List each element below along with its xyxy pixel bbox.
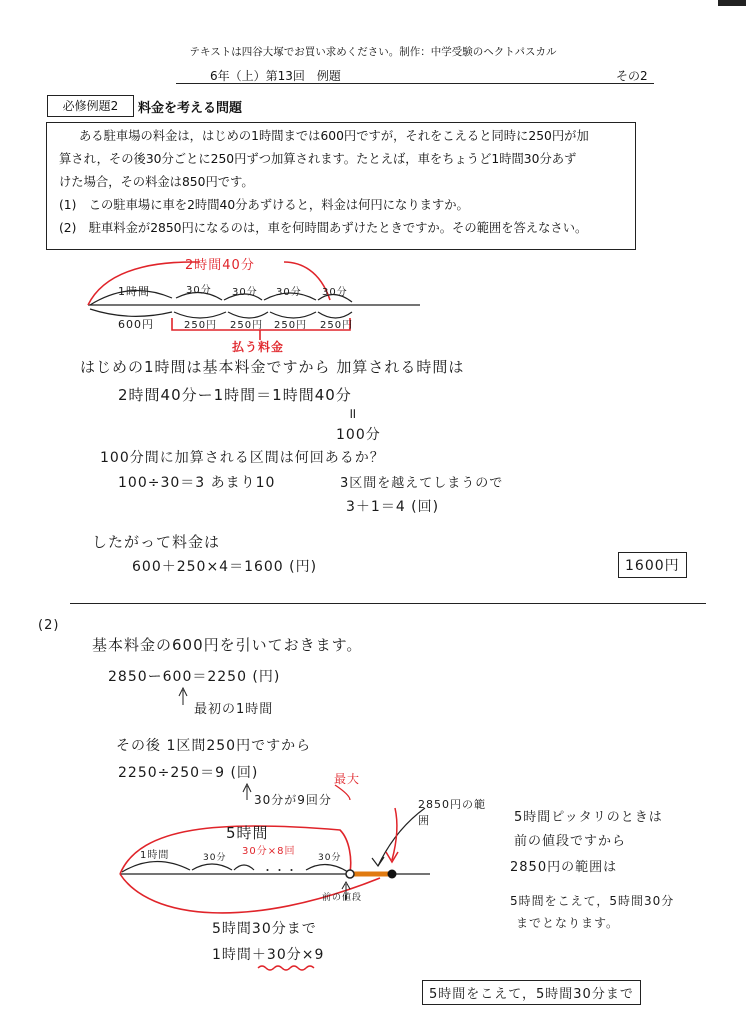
diagram1-fee: 250円 <box>320 320 354 331</box>
diagram1-pay-label: 払う料金 <box>232 340 285 354</box>
header-note: テキストは四谷大塚でお買い求めください。制作：中学受験のヘクトパスカル <box>189 46 557 58</box>
p2-line: 最初の1時間 <box>194 702 274 717</box>
p2-line: 2850ー600＝2250 (円) <box>108 669 281 685</box>
segment-arc <box>306 864 348 872</box>
diagram1-fee: 250円 <box>274 320 308 331</box>
problem-line: (2) 駐車料金が2850円になるのは，車を何時間あずけたときですか。その範囲を答えなさい。 <box>59 221 588 235</box>
diagram1-first-fee: 600円 <box>118 318 154 331</box>
p1-line: 2時間40分ー1時間＝1時間40分 <box>118 386 352 404</box>
diagram1-seg-label: 30分 <box>276 287 302 298</box>
diagram2-seg-label: 30分 <box>203 853 227 863</box>
problem-line: (1) この駐車場に車を2時間40分あずけると，料金は何円になりますか。 <box>59 198 469 212</box>
diagram2-bottom-formula: 1時間＋30分×9 <box>212 947 325 963</box>
diagram2-range-label: 2850円の範囲 <box>418 798 486 827</box>
section-divider <box>70 603 706 604</box>
diagram2-sub-label: 30分×8回 <box>242 846 296 857</box>
p1-line: 100分間に加算される区間は何回あるか？ <box>100 450 385 466</box>
open-endpoint <box>346 870 354 878</box>
max-arrow-lead <box>335 785 350 800</box>
wavy-underline <box>258 966 314 970</box>
p2-max-label: 最大 <box>334 772 361 786</box>
header-title: 6年（上）第13回 例題 <box>210 69 341 83</box>
p1-line: したがって料金は <box>92 533 221 551</box>
p1-line: 3＋1＝4 (回) <box>346 499 440 515</box>
p2-note: 前の値段ですから <box>514 834 627 849</box>
diagram2-first-label: 1時間 <box>140 850 170 861</box>
p1-answer-box: 1600円 <box>618 552 687 578</box>
diagram2-bottom-label: 5時間30分まで <box>212 921 317 937</box>
diagram1-fee: 250円 <box>230 320 264 331</box>
closed-endpoint <box>388 870 397 879</box>
p2-line: 基本料金の600円を引いておきます。 <box>92 636 363 654</box>
diagram1-seg-label: 30分 <box>186 285 212 296</box>
p1-line: はじめの1時間は基本料金ですから 加算される時間は <box>80 358 465 376</box>
diagram1-seg-label: 30分 <box>322 287 348 298</box>
p2-line: 30分が9回分 <box>254 793 332 807</box>
p2-line: その後 1区間250円ですから <box>116 738 312 754</box>
p1-equal-mark: ॥ <box>348 406 358 422</box>
segment-arc <box>192 864 232 870</box>
p1-line: 3区間を越えてしまうので <box>340 476 504 491</box>
problem-line: 算され，その後30分ごとに250円ずつ加算されます。たとえば，車をちょうど1時間30分あず <box>59 152 577 166</box>
segment-arc <box>234 865 254 870</box>
p2-note: までとなります。 <box>516 916 620 930</box>
problem-line: ある駐車場の料金は，はじめの1時間までは600円ですが，それをこえると同時に250円が加 <box>79 129 589 143</box>
p2-answer-box: 5時間をこえて，5時間30分まで <box>422 980 641 1005</box>
header-page-label: その2 <box>616 69 648 83</box>
diagram1-fee: 250円 <box>184 320 218 331</box>
problem-heading: 料金を考える問題 <box>138 101 243 116</box>
p2-label: (2) <box>38 618 60 633</box>
max-arrow <box>392 808 397 860</box>
p2-note: 2850円の範囲は <box>510 860 618 875</box>
p2-note: 5時間をこえて，5時間30分 <box>510 894 675 908</box>
p1-line: 100分 <box>336 427 381 443</box>
diagram2-dots: ・・・ <box>262 864 298 877</box>
diagram2-total-label: 5時間 <box>226 824 269 842</box>
diagram1-total-label: 2時間40分 <box>185 258 255 273</box>
p1-line: 600＋250×4＝1600 (円) <box>132 559 318 575</box>
p2-line: 2250÷250＝9 (回) <box>118 765 259 781</box>
diagram1-first-label: 1時間 <box>118 285 150 298</box>
diagram1-seg-label: 30分 <box>232 287 258 298</box>
p2-note: 5時間ピッタリのときは <box>514 810 663 825</box>
p1-line: 100÷30＝3 あまり10 <box>118 475 276 491</box>
segment-arc <box>122 861 190 872</box>
diagram2-prev-label: 前の値段 <box>322 893 363 903</box>
problem-line: けた場合，その料金は850円です。 <box>59 175 254 189</box>
problem-tag: 必修例題2 <box>47 95 134 117</box>
diagram2-seg-label: 30分 <box>318 853 342 863</box>
